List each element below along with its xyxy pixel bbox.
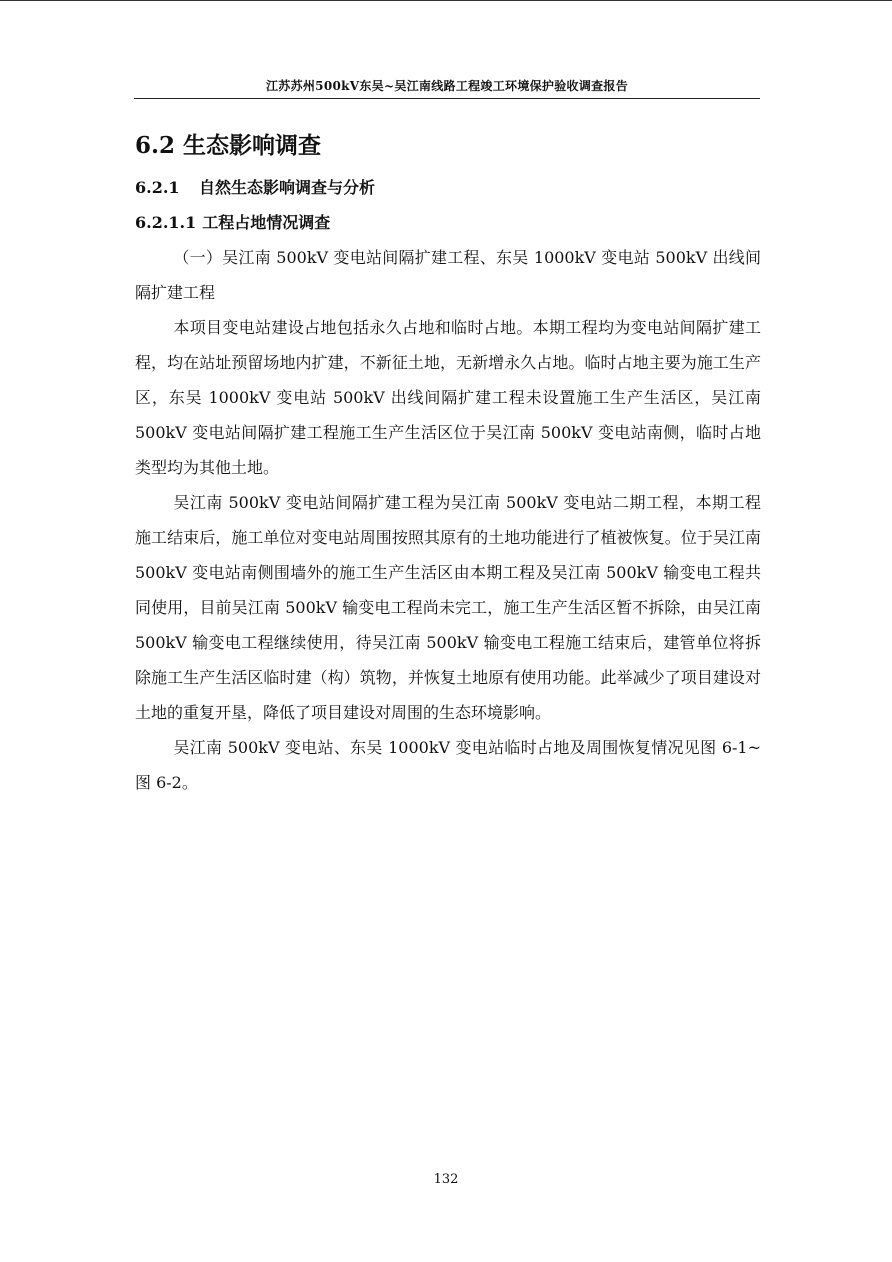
section-number: 6.2 (135, 132, 176, 159)
paragraph: 吴江南 500kV 变电站、东吴 1000kV 变电站临时占地及周围恢复情况见图 6-1~图 6-2。 (135, 738, 761, 792)
subsection-title: 自然生态影响调查与分析 (199, 178, 376, 197)
subsection-heading (135, 175, 375, 198)
subsubsection-number: 6.2.1.1 (135, 213, 197, 232)
page-number: 132 (433, 1172, 459, 1187)
running-header: 江苏苏州500kV东吴~吴江南线路工程竣工环境保护验收调查报告 (265, 79, 629, 93)
subsubsection-heading (135, 210, 330, 233)
subsubsection-title: 工程占地情况调查 (202, 213, 331, 232)
page-top-border (0, 0, 892, 1)
paragraph: 吴江南 500kV 变电站间隔扩建工程为吴江南 500kV 变电站二期工程，本期工程施工结束后，施工单位对变电站周围按照其原有的土地功能进行了植被恢复。位于吴江南 500kV 变电站南侧围墙外的施工生产生活区由本期工程及吴江南 500kV 输变电工程共同使用，目前吴江南 500kV 输变电工程尚未完工，施工生产生活区暂不拆除，由吴江南 500kV 输变电工程继续使用，待吴江南 500kV 输变电工程施工结束后，建管单位将拆除施工生产生活区临时建（构）筑物，并恢复土地原有使用功能。此举减少了项目建设对土地的重复开垦，降低了项目建设对周围的生态环境影响。 (135, 493, 761, 722)
paragraph-heading-item: （一）吴江南 500kV 变电站间隔扩建工程、东吴 1000kV 变电站 500kV 出线间隔扩建工程 (135, 248, 761, 302)
subsection-number: 6.2.1 (135, 178, 180, 197)
paragraph: 本项目变电站建设占地包括永久占地和临时占地。本期工程均为变电站间隔扩建工程，均在站址预留场地内扩建，不新征土地，无新增永久占地。临时占地主要为施工生产区，东吴 1000kV 变电站 500kV 出线间隔扩建工程未设置施工生产生活区，吴江南 500kV 变电站间隔扩建工程施工生产生活区位于吴江南 500kV 变电站南侧，临时占地类型均为其他土地。 (135, 318, 761, 477)
body-text (135, 240, 761, 800)
header-divider (134, 98, 760, 99)
section-heading (135, 127, 321, 160)
section-title: 生态影响调查 (183, 132, 322, 159)
